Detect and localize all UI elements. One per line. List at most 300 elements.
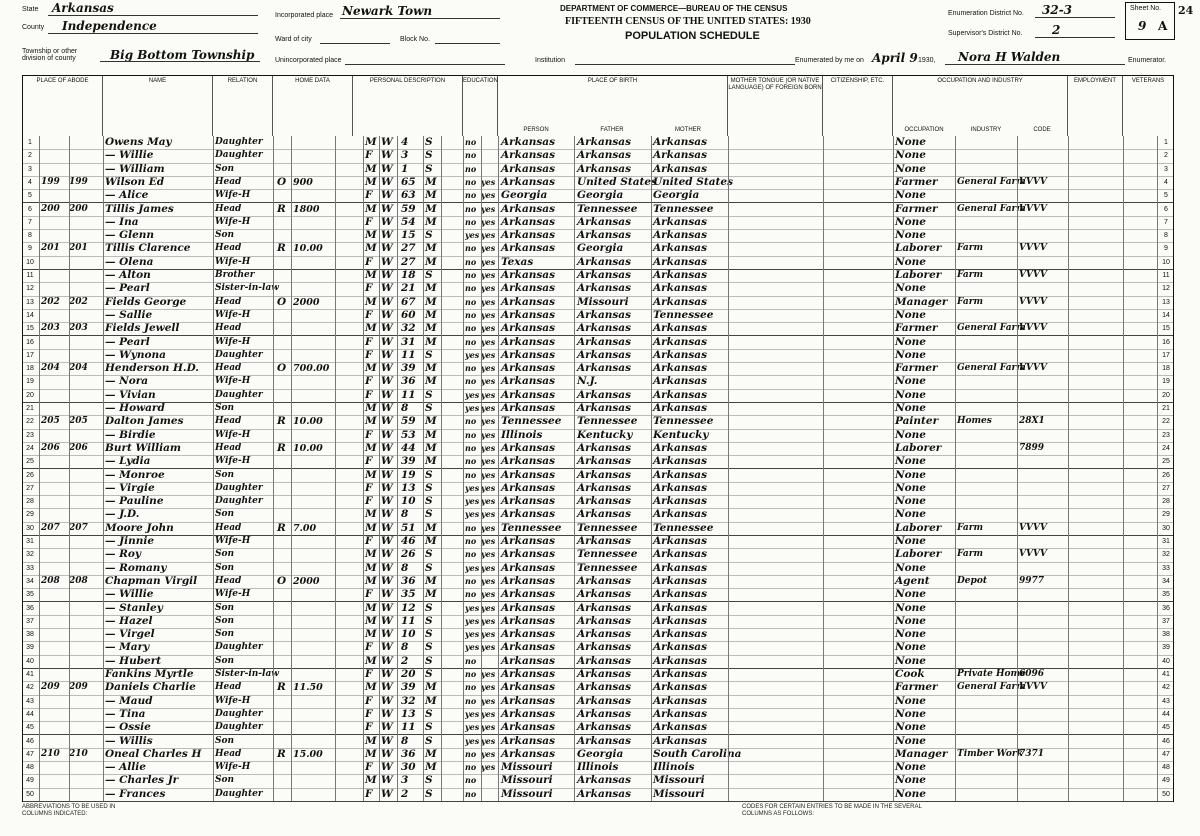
birthplace-person: Arkansas xyxy=(501,308,556,321)
family-number xyxy=(69,229,99,242)
can-read: yes xyxy=(481,176,496,187)
occupation: None xyxy=(895,601,926,614)
birthplace-father: Tennessee xyxy=(577,202,638,215)
dwelling-number xyxy=(41,189,69,202)
block-underline xyxy=(435,43,500,44)
home-tenure xyxy=(277,788,291,801)
birthplace-mother: Arkansas xyxy=(653,455,708,468)
column-rule xyxy=(397,136,398,801)
occupation: None xyxy=(895,189,926,202)
sex: F xyxy=(365,348,373,361)
can-read: yes xyxy=(481,536,496,546)
enumerated-year: 1930, xyxy=(918,57,936,64)
birthplace-person: Arkansas xyxy=(501,136,556,148)
relation: Head xyxy=(215,522,242,533)
person-name: Wilson Ed xyxy=(105,175,165,188)
home-value xyxy=(293,508,333,521)
line-number: 4 xyxy=(28,178,32,186)
can-read: yes xyxy=(481,575,496,586)
family-number xyxy=(69,721,99,734)
family-number xyxy=(69,628,99,641)
relation: Wife-H xyxy=(215,336,251,347)
can-read: yes xyxy=(481,323,496,334)
table-row xyxy=(23,469,1173,483)
county-label: County xyxy=(22,24,45,31)
birthplace-person: Arkansas xyxy=(501,654,556,667)
birthplace-person: Arkansas xyxy=(501,468,556,481)
birthplace-mother: Arkansas xyxy=(653,335,708,348)
line-number-right: 42 xyxy=(1162,684,1170,692)
line-number: 29 xyxy=(26,511,34,519)
person-name: — Willis xyxy=(105,734,153,747)
sex: M xyxy=(365,269,377,281)
line-number: 47 xyxy=(26,750,34,758)
sex: F xyxy=(365,535,373,547)
race: W xyxy=(381,136,393,148)
person-name: — Wynona xyxy=(105,348,166,361)
relation: Wife-H xyxy=(215,190,251,201)
home-tenure xyxy=(277,216,291,229)
line-number: 37 xyxy=(26,617,34,625)
line-number: 41 xyxy=(26,671,34,678)
marital-status: M xyxy=(425,255,437,268)
home-tenure: O xyxy=(277,295,287,308)
attended-school: yes xyxy=(465,602,480,613)
home-tenure: R xyxy=(277,441,286,454)
home-tenure xyxy=(277,349,291,362)
line-number-right: 1 xyxy=(1164,139,1168,146)
occupation: Laborer xyxy=(895,548,942,561)
family-number: 199 xyxy=(69,176,88,187)
family-number xyxy=(69,149,99,162)
birthplace-person: Arkansas xyxy=(501,441,556,454)
line-number-right: 20 xyxy=(1162,391,1170,399)
column-rule xyxy=(463,136,464,801)
home-tenure xyxy=(277,668,291,681)
line-number-right: 4 xyxy=(1164,178,1168,186)
family-number: 210 xyxy=(69,748,88,759)
home-value xyxy=(293,641,333,654)
line-number-right: 40 xyxy=(1162,657,1170,665)
home-tenure xyxy=(277,336,291,349)
home-tenure xyxy=(277,482,291,495)
marital-status: M xyxy=(425,428,437,441)
occupation-code xyxy=(1019,602,1067,615)
person-name: Fields Jewell xyxy=(105,322,180,335)
can-read: yes xyxy=(481,682,496,693)
birthplace-person: Arkansas xyxy=(501,149,556,162)
industry: Private Home xyxy=(957,669,1026,679)
line-number-right: 18 xyxy=(1162,365,1170,373)
relation: Head xyxy=(215,575,242,586)
attended-school: yes xyxy=(465,482,480,493)
relation: Head xyxy=(215,416,242,427)
column-rule xyxy=(335,136,336,801)
dwelling-number xyxy=(41,282,69,295)
dwelling-number xyxy=(41,535,69,548)
age: 2 xyxy=(401,787,409,800)
person-name: — Willie xyxy=(105,588,154,601)
occupation: Farmer xyxy=(895,202,938,215)
birthplace-person: Arkansas xyxy=(501,508,556,521)
ward-label: Ward of city xyxy=(275,36,312,43)
attended-school: no xyxy=(465,416,477,427)
line-number-right: 32 xyxy=(1162,551,1170,559)
table-row xyxy=(23,482,1173,496)
sex: M xyxy=(365,628,377,641)
birth-section-title: PLACE OF BIRTH xyxy=(587,78,638,84)
family-number: 200 xyxy=(69,203,88,214)
person-name: — Virgie xyxy=(105,481,155,494)
relation: Head xyxy=(215,203,242,214)
age: 26 xyxy=(401,548,416,561)
person-name: Dalton James xyxy=(105,415,184,428)
birthplace-person: Arkansas xyxy=(501,335,556,348)
schedule-title: POPULATION SCHEDULE xyxy=(625,30,760,42)
attended-school: no xyxy=(465,256,477,267)
occupation-code xyxy=(1019,375,1067,388)
can-read: yes xyxy=(481,669,496,679)
race: W xyxy=(381,601,393,614)
home-value xyxy=(293,309,333,322)
occupation: Cook xyxy=(895,668,925,680)
race: W xyxy=(381,734,393,747)
can-read xyxy=(481,774,498,787)
occupation: None xyxy=(895,162,926,175)
can-read: yes xyxy=(481,748,496,759)
person-name: Tillis James xyxy=(105,202,174,215)
occupation: None xyxy=(895,455,926,468)
birthplace-person: Arkansas xyxy=(501,282,556,295)
home-value xyxy=(293,628,333,641)
line-number-right: 29 xyxy=(1162,511,1170,519)
line-number-right: 36 xyxy=(1162,604,1170,612)
marital-status: S xyxy=(425,495,433,508)
marital-status: S xyxy=(425,561,433,574)
family-number xyxy=(69,269,99,282)
age: 21 xyxy=(401,282,416,295)
table-row xyxy=(23,336,1173,350)
birthplace-mother: Missouri xyxy=(653,787,705,800)
can-read: yes xyxy=(481,283,496,294)
table-row xyxy=(23,322,1173,336)
industry xyxy=(957,163,1017,176)
relation: Son xyxy=(215,629,235,640)
home-value: 1800 xyxy=(293,203,320,215)
race: W xyxy=(381,614,393,627)
age: 11 xyxy=(401,614,416,627)
line-number: 19 xyxy=(26,378,34,386)
family-number xyxy=(69,282,99,295)
can-read: yes xyxy=(481,562,496,573)
birthplace-mother: Tennessee xyxy=(653,308,714,321)
family-number xyxy=(69,163,99,176)
attended-school: yes xyxy=(465,349,480,360)
occupation-code xyxy=(1019,588,1067,601)
enumerated-date: April 9 xyxy=(872,51,918,65)
occupation: None xyxy=(895,614,926,627)
table-row xyxy=(23,748,1173,762)
marital-status: S xyxy=(425,548,433,561)
sex: F xyxy=(365,707,373,720)
birthplace-mother: Arkansas xyxy=(653,136,708,148)
line-number-right: 30 xyxy=(1162,524,1170,532)
relation: Son xyxy=(215,403,235,413)
person-name: — Alice xyxy=(105,189,149,202)
person-name: Tillis Clarence xyxy=(105,242,191,255)
occupation-code xyxy=(1019,535,1067,548)
marital-status: M xyxy=(425,242,437,255)
marital-status: S xyxy=(425,707,433,720)
line-number-right: 45 xyxy=(1162,724,1170,732)
attended-school: yes xyxy=(465,615,480,626)
birthplace-person: Arkansas xyxy=(501,747,556,760)
occupation: Farmer xyxy=(895,322,938,335)
line-number: 8 xyxy=(28,232,32,240)
table-row xyxy=(23,602,1173,616)
home-value: 15.00 xyxy=(293,748,323,760)
birthplace-father: Arkansas xyxy=(577,694,632,707)
relation: Son xyxy=(215,602,235,613)
footer xyxy=(22,802,1172,832)
age: 8 xyxy=(401,508,409,521)
birthplace-mother: Arkansas xyxy=(653,255,708,268)
line-number-right: 5 xyxy=(1164,192,1168,200)
birthplace-person: Arkansas xyxy=(501,455,556,468)
marital-status: M xyxy=(425,202,437,215)
occupation-code: VVVV xyxy=(1019,176,1047,187)
sex: F xyxy=(365,215,373,228)
line-number-right: 19 xyxy=(1162,378,1170,386)
birthplace-father: Tennessee xyxy=(577,561,638,574)
person-name: — Hazel xyxy=(105,614,153,627)
family-number xyxy=(69,495,99,508)
industry xyxy=(957,136,1017,149)
enumerator-underline xyxy=(945,64,1125,65)
birthplace-mother: Arkansas xyxy=(653,468,708,481)
birthplace-mother: Tennessee xyxy=(653,521,714,534)
can-read: yes xyxy=(481,708,496,719)
attended-school: no xyxy=(465,283,477,294)
home-tenure xyxy=(277,602,291,615)
home-value xyxy=(293,402,333,415)
occupation: Manager xyxy=(895,747,948,760)
line-number-right: 37 xyxy=(1162,617,1170,625)
column-rule xyxy=(39,136,40,801)
marital-status: S xyxy=(425,149,433,162)
table-row xyxy=(23,695,1173,709)
occupation-code xyxy=(1019,216,1067,229)
occupation-code xyxy=(1019,349,1067,362)
dwelling-number xyxy=(41,375,69,388)
age: 3 xyxy=(401,774,409,787)
line-number: 48 xyxy=(26,764,34,772)
person-name: Fields George xyxy=(105,295,187,308)
birthplace-father: Arkansas xyxy=(577,269,632,281)
abbreviations-title: ABBREVIATIONS TO BE USED IN COLUMNS INDICATED: xyxy=(22,804,116,817)
occupation: None xyxy=(895,628,926,641)
occupation: Laborer xyxy=(895,521,942,534)
attended-school: yes xyxy=(465,735,480,746)
age: 54 xyxy=(401,215,416,228)
occupation: None xyxy=(895,255,926,268)
birthplace-mother: Illinois xyxy=(653,761,695,774)
occupation: None xyxy=(895,375,926,388)
birthplace-mother: Arkansas xyxy=(653,162,708,175)
occupation: None xyxy=(895,761,926,774)
supervisor-underline xyxy=(1035,37,1115,38)
occupation-code xyxy=(1019,229,1067,242)
column-rule xyxy=(441,136,442,801)
home-tenure: R xyxy=(277,242,286,255)
industry xyxy=(957,535,1017,548)
family-number xyxy=(69,761,99,774)
sex: M xyxy=(365,441,377,454)
sex: F xyxy=(365,641,373,654)
can-read: yes xyxy=(481,336,496,347)
line-number: 7 xyxy=(28,218,32,226)
can-read: yes xyxy=(481,442,496,453)
birthplace-mother: Arkansas xyxy=(653,295,708,308)
attended-school: yes xyxy=(465,389,480,400)
home-value xyxy=(293,322,333,335)
sex: F xyxy=(365,668,373,680)
marital-status: S xyxy=(425,348,433,361)
occupation: None xyxy=(895,734,926,747)
sex: M xyxy=(365,561,377,574)
marital-status: S xyxy=(425,654,433,667)
enum-district-underline xyxy=(1035,17,1115,18)
attended-school: no xyxy=(465,748,477,759)
relation: Son xyxy=(215,509,235,520)
home-tenure: O xyxy=(277,362,287,375)
county-underline xyxy=(48,33,258,34)
occupation-code xyxy=(1019,562,1067,575)
family-number: 202 xyxy=(69,296,88,307)
person-name: — Charles Jr xyxy=(105,774,179,787)
birthplace-person: Arkansas xyxy=(501,162,556,175)
family-number xyxy=(69,774,99,787)
family-number xyxy=(69,389,99,402)
col-header-education: EDUCATION xyxy=(463,76,498,136)
occupation: None xyxy=(895,229,926,242)
occupation-code: VVVV xyxy=(1019,549,1047,560)
dwelling-number xyxy=(41,602,69,615)
home-tenure xyxy=(277,455,291,468)
marital-status: M xyxy=(425,362,437,375)
sex: F xyxy=(365,189,373,202)
can-read: yes xyxy=(481,615,496,626)
sex: M xyxy=(365,175,377,188)
occupation-code: VVVV xyxy=(1019,243,1047,254)
marital-status: M xyxy=(425,535,437,547)
table-row xyxy=(23,402,1173,416)
table-row xyxy=(23,415,1173,429)
family-number xyxy=(69,548,99,561)
can-read: yes xyxy=(481,363,496,374)
birthplace-person: Arkansas xyxy=(501,721,556,734)
age: 65 xyxy=(401,175,416,188)
occupation-code xyxy=(1019,189,1067,202)
birthplace-mother: Arkansas xyxy=(653,348,708,361)
codes-title: CODES FOR CERTAIN ENTRIES TO BE MADE IN THE SEVERAL COLUMNS AS FOLLOWS: xyxy=(742,804,922,817)
attended-school: no xyxy=(465,150,477,161)
dwelling-number: 202 xyxy=(41,296,60,307)
table-row xyxy=(23,761,1173,775)
table-row xyxy=(23,282,1173,296)
age: 53 xyxy=(401,428,416,441)
home-tenure: R xyxy=(277,202,286,215)
relation: Wife-H xyxy=(215,309,251,320)
person-name: — J.D. xyxy=(105,508,140,521)
birthplace-mother: Arkansas xyxy=(653,734,708,747)
birthplace-mother: Arkansas xyxy=(653,548,708,561)
attended-school: yes xyxy=(465,509,480,520)
marital-status: S xyxy=(425,136,433,148)
table-row xyxy=(23,242,1173,256)
sex: M xyxy=(365,548,377,561)
race: W xyxy=(381,574,393,587)
birthplace-mother: Arkansas xyxy=(653,269,708,281)
sex: F xyxy=(365,282,373,295)
can-read: yes xyxy=(481,243,496,254)
relation: Son xyxy=(215,549,235,560)
table-row xyxy=(23,442,1173,456)
birthplace-person: Arkansas xyxy=(501,628,556,641)
occupation: None xyxy=(895,215,926,228)
home-tenure xyxy=(277,774,291,787)
can-read: yes xyxy=(481,629,496,640)
race: W xyxy=(381,468,393,481)
marital-status: S xyxy=(425,774,433,787)
column-rule xyxy=(69,136,70,801)
dwelling-number xyxy=(41,655,69,668)
person-name: — Vivian xyxy=(105,388,156,401)
person-name: — Frances xyxy=(105,787,166,800)
birthplace-mother: Arkansas xyxy=(653,242,708,255)
table-row xyxy=(23,429,1173,443)
line-number-right: 11 xyxy=(1162,272,1170,279)
sheet-label: Sheet No. xyxy=(1130,5,1162,12)
dwelling-number xyxy=(41,761,69,774)
home-tenure xyxy=(277,562,291,575)
col-header-name: NAME xyxy=(103,76,213,136)
can-read: yes xyxy=(481,403,496,413)
race: W xyxy=(381,242,393,255)
supervisor-value: 2 xyxy=(1052,23,1061,37)
birthplace-person: Arkansas xyxy=(501,375,556,388)
home-tenure xyxy=(277,721,291,734)
birthplace-mother: Arkansas xyxy=(653,721,708,734)
occupation-code xyxy=(1019,761,1067,774)
marital-status: S xyxy=(425,402,433,414)
birthplace-person: Arkansas xyxy=(501,348,556,361)
line-number: 3 xyxy=(28,165,32,173)
birthplace-father: Arkansas xyxy=(577,707,632,720)
relation: Son xyxy=(215,735,235,746)
home-value: 10.00 xyxy=(293,442,323,454)
sheet-number: 9 xyxy=(1138,19,1147,33)
relation: Daughter xyxy=(215,137,263,147)
column-rule xyxy=(103,136,104,801)
birthplace-father: Arkansas xyxy=(577,787,632,800)
person-name: — Alton xyxy=(105,269,151,281)
can-read: yes xyxy=(481,469,496,480)
family-number: 203 xyxy=(69,323,88,334)
age: 4 xyxy=(401,136,409,148)
attended-school: yes xyxy=(465,403,480,413)
line-number-right: 25 xyxy=(1162,458,1170,466)
